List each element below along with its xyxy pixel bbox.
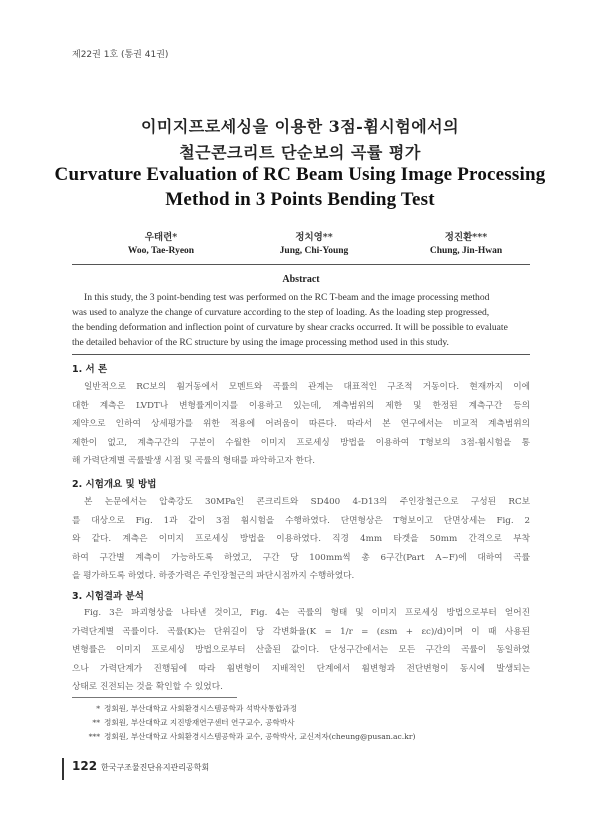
abstract-heading: Abstract <box>282 274 320 285</box>
section-1-body <box>72 378 530 471</box>
issue-header: 제22권 1호 (통권 41권) <box>72 50 169 60</box>
journal-name: 한국구조물진단유지관리공학회 <box>101 763 210 772</box>
author-2-korean: 정치영** <box>295 232 333 243</box>
body-line: Fig. 3은 파괴형상을 나타낸 것이고, Fig. 4는 곡률의 형태 및 이미지 프로세싱 방법으로부터 얻어진 <box>84 608 530 618</box>
footer-bar <box>62 758 64 780</box>
body-line: 와 같다. 계측은 이미지 프로세싱 방법을 이용하였다. 직경 4mm 타겟을 50mm 간격으로 부착 <box>72 534 530 544</box>
footnote-mark: * <box>96 704 100 713</box>
body-line: 으나 가력단계가 진행됨에 따라 휨변형이 지배적인 단계에서 휨변형과 전단변형이 동시에 발생되는 <box>72 663 530 674</box>
footnote-mark: ** <box>92 718 100 727</box>
body-line: 해 가력단계별 곡률발생 시점 및 곡률의 형태를 파악하고자 한다. <box>72 456 316 466</box>
section-3-heading: 3. 시험결과 분석 <box>72 591 144 602</box>
author-3-english: Chung, Jin-Hwan <box>429 246 503 256</box>
footnote-text: 정회원, 부산대학교 사회환경시스템공학과 교수, 공학박사, 교신저자(cheung@pusan.ac.kr) <box>104 732 416 741</box>
section-3-body <box>72 604 530 697</box>
body-line: 을 평가하도록 하였다. 하중가력은 주인장철근의 파단시점까지 수행하였다. <box>72 571 355 581</box>
abstract-body <box>72 290 530 350</box>
title-english-line-2: Method in 3 Points Bending Test <box>165 189 435 210</box>
title-korean-line-1: 이미지프로세싱을 이용한 3점-휨시험에서의 <box>140 117 460 136</box>
author-3-korean: 정진환*** <box>444 232 488 243</box>
abstract-line: the bending deformation and inflection point of curvature by shear cracks occurred. It will be possible to evaluate <box>72 322 508 333</box>
body-line: 를 대상으로 Fig. 1과 같이 3점 휨시험을 수행하였다. 단면형상은 T형보이고 단면상세는 Fig. 2 <box>72 515 530 526</box>
footnote-text: 정회원, 부산대학교 지진방재연구센터 연구교수, 공학박사 <box>104 718 295 727</box>
footnote-2 <box>84 717 295 728</box>
footnote-rule <box>72 697 237 698</box>
footnote-text: 정회원, 부산대학교 사회환경시스템공학과 석박사통합과정 <box>104 704 298 713</box>
abstract-line: the detailed behavior of the RC structure by using the image processing method used in this study. <box>72 337 449 348</box>
section-1-heading: 1. 서 론 <box>72 364 108 375</box>
footnote-3 <box>84 731 415 742</box>
footnote-mark: *** <box>88 732 100 741</box>
body-line: 가력단계별 곡률이다. 곡률(K)는 단위길이 당 각변화율(K = 1/r = (εsm + εc)/d)이며 이 때 사용된 <box>72 626 530 637</box>
body-line: 대한 계측은 LVDT나 변형률게이지를 이용하고 있는데, 계측범위의 제한 및 한정된 계측구간 등의 <box>72 400 530 411</box>
title-english-line-1: Curvature Evaluation of RC Beam Using Image Processing <box>54 164 546 185</box>
body-line: 제한이 없고, 계측구간의 구분이 수월한 이미지 프로세싱 방법을 이용하여 T형보의 3점-휨시험을 통 <box>72 437 530 448</box>
section-2-body <box>72 493 530 586</box>
header-rule <box>72 264 530 265</box>
body-line: 본 논문에서는 압축강도 30MPa인 콘크리트와 SD400 4-D13의 주인장철근으로 구성된 RC보 <box>84 497 530 507</box>
body-line: 일반적으로 RC보의 휨거동에서 모멘트와 곡률의 관계는 대표적인 구조적 거동이다. 현재까지 이에 <box>84 382 530 392</box>
footnote-1 <box>84 703 297 714</box>
title-korean-line-2: 철근콘크리트 단순보의 곡률 평가 <box>179 143 421 162</box>
abstract-line: In this study, the 3 point-bending test was performed on the RC T-beam and the image processing method <box>84 292 490 303</box>
abstract-line: was used to analyze the change of curvature according to the step of loading. As the loading step progressed, <box>72 307 490 318</box>
body-line: 제약으로 인하여 상세평가를 위한 적용에 어려움이 따른다. 따라서 본 연구에서는 비교적 계측범위의 <box>72 419 530 429</box>
section-2-heading: 2. 시험개요 및 방법 <box>72 479 157 490</box>
author-2-english: Jung, Chi-Young <box>279 246 349 256</box>
author-1-english: Woo, Tae-Ryeon <box>127 246 195 256</box>
body-line: 상태로 진전되는 것을 확인할 수 있었다. <box>72 682 223 692</box>
abstract-rule <box>72 354 530 355</box>
body-line: 하여 구간별 계측이 가능하도록 하였고, 구간 당 100mm씩 총 6구간(Part A~F)에 대하여 곡률 <box>72 552 530 563</box>
page-number: 122 <box>72 759 98 773</box>
author-1-korean: 우태련* <box>144 232 178 243</box>
body-line: 변형률은 이미지 프로세싱 방법으로부터 산출된 값이다. 단성구간에서는 모든 구간의 곡률이 동일하였 <box>72 645 530 655</box>
